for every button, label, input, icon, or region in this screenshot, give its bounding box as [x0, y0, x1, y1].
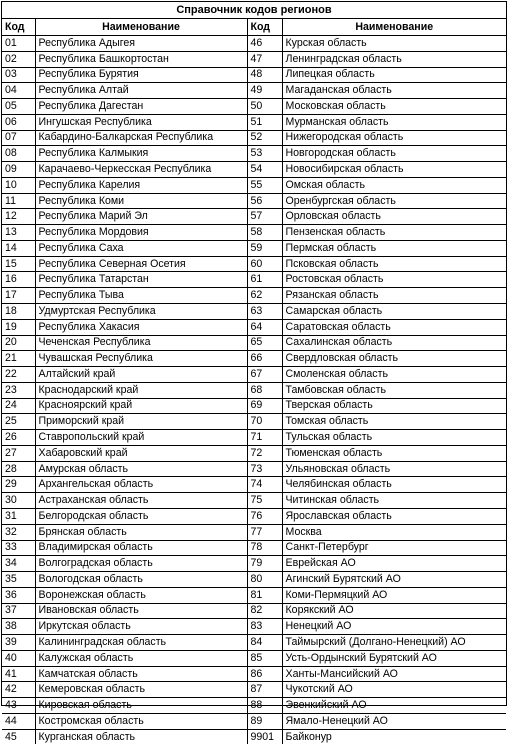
region-name-cell: Владимирская область	[35, 540, 247, 556]
header-name-left: Наименование	[35, 19, 247, 36]
region-code-cell: 24	[2, 398, 35, 414]
region-code-cell: 73	[247, 461, 282, 477]
region-code-cell: 46	[247, 36, 282, 52]
region-name-cell: Коми-Пермяцкий АО	[282, 587, 506, 603]
region-codes-document	[1, 1, 507, 706]
region-code-cell: 56	[247, 193, 282, 209]
region-code-cell: 84	[247, 635, 282, 651]
table-row	[2, 367, 506, 383]
region-code-cell: 40	[2, 650, 35, 666]
region-code-cell: 41	[2, 666, 35, 682]
region-code-cell: 21	[2, 351, 35, 367]
region-name-cell: Республика Дагестан	[35, 99, 247, 115]
region-name-cell: Курская область	[282, 36, 506, 52]
table-row	[2, 319, 506, 335]
region-name-cell: Чукотский АО	[282, 682, 506, 698]
region-code-cell: 07	[2, 130, 35, 146]
region-name-cell: Омская область	[282, 177, 506, 193]
region-code-cell: 66	[247, 351, 282, 367]
region-name-cell: Ярославская область	[282, 508, 506, 524]
region-code-cell: 25	[2, 414, 35, 430]
region-code-cell: 38	[2, 619, 35, 635]
table-row	[2, 556, 506, 572]
region-name-cell: Таймырский (Долгано-Ненецкий) АО	[282, 635, 506, 651]
table-row	[2, 162, 506, 178]
region-name-cell: Калининградская область	[35, 635, 247, 651]
region-code-cell: 62	[247, 288, 282, 304]
region-code-cell: 51	[247, 114, 282, 130]
region-code-cell: 04	[2, 83, 35, 99]
table-row	[2, 209, 506, 225]
region-name-cell: Амурская область	[35, 461, 247, 477]
region-code-cell: 31	[2, 508, 35, 524]
region-name-cell: Ненецкий АО	[282, 619, 506, 635]
region-name-cell: Краснодарский край	[35, 382, 247, 398]
region-name-cell: Тульская область	[282, 430, 506, 446]
table-row	[2, 83, 506, 99]
region-name-cell: Читинская область	[282, 493, 506, 509]
region-code-cell: 16	[2, 272, 35, 288]
region-code-cell: 61	[247, 272, 282, 288]
region-name-cell: Тверская область	[282, 398, 506, 414]
region-name-cell: Приморский край	[35, 414, 247, 430]
region-code-cell: 10	[2, 177, 35, 193]
table-row	[2, 272, 506, 288]
table-row	[2, 461, 506, 477]
region-code-cell: 13	[2, 225, 35, 241]
table-row	[2, 382, 506, 398]
header-name-right: Наименование	[282, 19, 506, 36]
region-code-cell: 49	[247, 83, 282, 99]
region-code-cell: 20	[2, 335, 35, 351]
region-code-cell: 70	[247, 414, 282, 430]
region-code-cell: 78	[247, 540, 282, 556]
region-code-cell: 79	[247, 556, 282, 572]
region-code-cell: 58	[247, 225, 282, 241]
region-name-cell: Калужская область	[35, 650, 247, 666]
region-code-cell: 89	[247, 713, 282, 729]
region-name-cell: Костромская область	[35, 713, 247, 729]
region-name-cell: Республика Карелия	[35, 177, 247, 193]
region-code-cell: 54	[247, 162, 282, 178]
region-code-cell: 71	[247, 430, 282, 446]
region-code-cell: 60	[247, 256, 282, 272]
region-name-cell: Томская область	[282, 414, 506, 430]
region-code-cell: 87	[247, 682, 282, 698]
region-name-cell: Курганская область	[35, 729, 247, 744]
region-code-cell: 17	[2, 288, 35, 304]
table-row	[2, 603, 506, 619]
region-code-cell: 33	[2, 540, 35, 556]
region-code-cell: 76	[247, 508, 282, 524]
table-row	[2, 177, 506, 193]
table-row	[2, 619, 506, 635]
table-row	[2, 430, 506, 446]
region-code-cell: 64	[247, 319, 282, 335]
table-row	[2, 335, 506, 351]
table-row	[2, 587, 506, 603]
region-name-cell: Вологодская область	[35, 572, 247, 588]
region-code-cell: 82	[247, 603, 282, 619]
region-code-cell: 05	[2, 99, 35, 115]
region-code-cell: 22	[2, 367, 35, 383]
table-row	[2, 508, 506, 524]
region-code-cell: 81	[247, 587, 282, 603]
region-code-cell: 55	[247, 177, 282, 193]
region-code-cell: 50	[247, 99, 282, 115]
table-row	[2, 540, 506, 556]
table-row	[2, 650, 506, 666]
region-name-cell: Волгоградская область	[35, 556, 247, 572]
region-name-cell: Ульяновская область	[282, 461, 506, 477]
region-code-cell: 11	[2, 193, 35, 209]
region-name-cell: Республика Башкортостан	[35, 51, 247, 67]
region-name-cell: Смоленская область	[282, 367, 506, 383]
table-row	[2, 524, 506, 540]
region-code-cell: 14	[2, 240, 35, 256]
region-name-cell: Пензенская область	[282, 225, 506, 241]
region-code-cell: 83	[247, 619, 282, 635]
region-code-cell: 77	[247, 524, 282, 540]
region-name-cell: Ленинградская область	[282, 51, 506, 67]
table-row	[2, 99, 506, 115]
region-name-cell: Нижегородская область	[282, 130, 506, 146]
region-name-cell: Архангельская область	[35, 477, 247, 493]
region-code-cell: 08	[2, 146, 35, 162]
table-header-row	[2, 19, 506, 36]
region-code-cell: 09	[2, 162, 35, 178]
region-name-cell: Тамбовская область	[282, 382, 506, 398]
table-row	[2, 225, 506, 241]
region-code-cell: 65	[247, 335, 282, 351]
region-code-cell: 01	[2, 36, 35, 52]
region-code-cell: 59	[247, 240, 282, 256]
region-name-cell: Агинский Бурятский АО	[282, 572, 506, 588]
region-name-cell: Республика Хакасия	[35, 319, 247, 335]
table-row	[2, 351, 506, 367]
region-code-cell: 18	[2, 304, 35, 320]
region-name-cell: Усть-Ордынский Бурятский АО	[282, 650, 506, 666]
region-name-cell: Тюменская область	[282, 445, 506, 461]
region-code-cell: 45	[2, 729, 35, 744]
region-name-cell: Республика Саха	[35, 240, 247, 256]
region-name-cell: Ингушская Республика	[35, 114, 247, 130]
region-name-cell: Московская область	[282, 99, 506, 115]
table-row	[2, 698, 506, 714]
region-code-cell: 12	[2, 209, 35, 225]
region-code-cell: 27	[2, 445, 35, 461]
region-name-cell: Еврейская АО	[282, 556, 506, 572]
region-name-cell: Пермская область	[282, 240, 506, 256]
region-name-cell: Самарская область	[282, 304, 506, 320]
region-name-cell: Ростовская область	[282, 272, 506, 288]
region-code-cell: 86	[247, 666, 282, 682]
region-name-cell: Удмуртская Республика	[35, 304, 247, 320]
region-code-cell: 80	[247, 572, 282, 588]
region-code-cell: 32	[2, 524, 35, 540]
region-code-cell: 53	[247, 146, 282, 162]
region-name-cell: Магаданская область	[282, 83, 506, 99]
region-code-cell: 44	[2, 713, 35, 729]
region-name-cell: Камчатская область	[35, 666, 247, 682]
table-row	[2, 635, 506, 651]
region-code-cell: 37	[2, 603, 35, 619]
region-code-cell: 63	[247, 304, 282, 320]
region-name-cell: Красноярский край	[35, 398, 247, 414]
region-code-cell: 06	[2, 114, 35, 130]
region-name-cell: Орловская область	[282, 209, 506, 225]
region-name-cell: Республика Калмыкия	[35, 146, 247, 162]
region-name-cell: Ивановская область	[35, 603, 247, 619]
table-row	[2, 414, 506, 430]
region-code-cell: 72	[247, 445, 282, 461]
region-codes-table	[2, 18, 506, 744]
region-name-cell: Челябинская область	[282, 477, 506, 493]
table-row	[2, 729, 506, 744]
region-name-cell: Новосибирская область	[282, 162, 506, 178]
region-name-cell: Сахалинская область	[282, 335, 506, 351]
table-row	[2, 36, 506, 52]
region-name-cell: Рязанская область	[282, 288, 506, 304]
region-code-cell: 23	[2, 382, 35, 398]
region-name-cell: Хабаровский край	[35, 445, 247, 461]
region-code-cell: 39	[2, 635, 35, 651]
region-name-cell: Республика Северная Осетия	[35, 256, 247, 272]
table-row	[2, 713, 506, 729]
region-name-cell: Свердловская область	[282, 351, 506, 367]
region-code-cell: 30	[2, 493, 35, 509]
table-row	[2, 114, 506, 130]
region-code-cell: 28	[2, 461, 35, 477]
region-code-cell: 42	[2, 682, 35, 698]
region-code-cell: 69	[247, 398, 282, 414]
table-row	[2, 193, 506, 209]
region-name-cell: Кемеровская область	[35, 682, 247, 698]
table-row	[2, 67, 506, 83]
document-title: Справочник кодов регионов	[2, 2, 506, 18]
region-name-cell: Эвенкийский АО	[282, 698, 506, 714]
region-name-cell: Москва	[282, 524, 506, 540]
table-row	[2, 572, 506, 588]
region-name-cell: Воронежская область	[35, 587, 247, 603]
region-name-cell: Астраханская область	[35, 493, 247, 509]
region-code-cell: 34	[2, 556, 35, 572]
region-name-cell: Брянская область	[35, 524, 247, 540]
region-code-cell: 52	[247, 130, 282, 146]
region-code-cell: 36	[2, 587, 35, 603]
region-code-cell: 47	[247, 51, 282, 67]
table-row	[2, 256, 506, 272]
region-code-cell: 9901	[247, 729, 282, 744]
region-code-cell: 29	[2, 477, 35, 493]
region-name-cell: Ставропольский край	[35, 430, 247, 446]
region-code-cell: 57	[247, 209, 282, 225]
region-code-cell: 48	[247, 67, 282, 83]
region-code-cell: 85	[247, 650, 282, 666]
table-body	[2, 36, 506, 744]
table-row	[2, 288, 506, 304]
table-row	[2, 477, 506, 493]
region-name-cell: Республика Татарстан	[35, 272, 247, 288]
region-name-cell: Кировская область	[35, 698, 247, 714]
region-code-cell: 75	[247, 493, 282, 509]
region-code-cell: 74	[247, 477, 282, 493]
region-code-cell: 43	[2, 698, 35, 714]
region-name-cell: Чувашская Республика	[35, 351, 247, 367]
region-name-cell: Алтайский край	[35, 367, 247, 383]
region-name-cell: Карачаево-Черкесская Республика	[35, 162, 247, 178]
region-name-cell: Республика Алтай	[35, 83, 247, 99]
table-row	[2, 493, 506, 509]
region-code-cell: 03	[2, 67, 35, 83]
region-name-cell: Иркутская область	[35, 619, 247, 635]
region-code-cell: 15	[2, 256, 35, 272]
region-code-cell: 67	[247, 367, 282, 383]
region-name-cell: Республика Бурятия	[35, 67, 247, 83]
region-name-cell: Кабардино-Балкарская Республика	[35, 130, 247, 146]
table-row	[2, 51, 506, 67]
region-name-cell: Белгородская область	[35, 508, 247, 524]
region-name-cell: Байконур	[282, 729, 506, 744]
region-name-cell: Республика Марий Эл	[35, 209, 247, 225]
table-row	[2, 146, 506, 162]
header-code-left: Код	[2, 19, 35, 36]
region-name-cell: Оренбургская область	[282, 193, 506, 209]
table-row	[2, 304, 506, 320]
region-name-cell: Республика Мордовия	[35, 225, 247, 241]
table-row	[2, 130, 506, 146]
region-name-cell: Республика Тыва	[35, 288, 247, 304]
region-name-cell: Республика Коми	[35, 193, 247, 209]
region-code-cell: 35	[2, 572, 35, 588]
region-name-cell: Мурманская область	[282, 114, 506, 130]
region-code-cell: 88	[247, 698, 282, 714]
region-code-cell: 68	[247, 382, 282, 398]
region-name-cell: Ханты-Мансийский АО	[282, 666, 506, 682]
table-row	[2, 666, 506, 682]
region-code-cell: 02	[2, 51, 35, 67]
region-code-cell: 26	[2, 430, 35, 446]
region-name-cell: Чеченская Республика	[35, 335, 247, 351]
table-row	[2, 240, 506, 256]
region-name-cell: Саратовская область	[282, 319, 506, 335]
region-name-cell: Новгородская область	[282, 146, 506, 162]
region-name-cell: Корякский АО	[282, 603, 506, 619]
region-name-cell: Липецкая область	[282, 67, 506, 83]
table-row	[2, 445, 506, 461]
table-row	[2, 398, 506, 414]
region-code-cell: 19	[2, 319, 35, 335]
region-name-cell: Республика Адыгея	[35, 36, 247, 52]
region-name-cell: Псковская область	[282, 256, 506, 272]
header-code-right: Код	[247, 19, 282, 36]
region-name-cell: Ямало-Ненецкий АО	[282, 713, 506, 729]
region-name-cell: Санкт-Петербург	[282, 540, 506, 556]
table-row	[2, 682, 506, 698]
